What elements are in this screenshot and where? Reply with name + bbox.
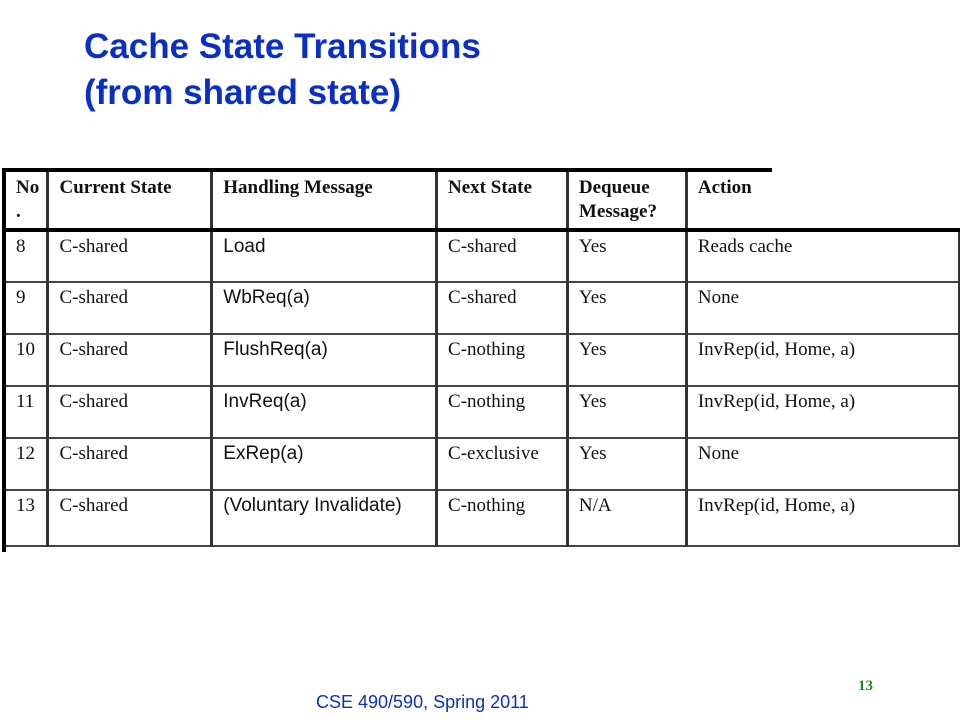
cell-dequeue: Yes (567, 386, 686, 438)
cell-no: 10 (6, 334, 48, 386)
cell-handling-message: WbReq(a) (212, 282, 437, 334)
slide-title-line-2: (from shared state) (84, 73, 402, 112)
header-current-state: Current State (48, 172, 212, 230)
table-row (6, 490, 959, 546)
cell-action: InvRep(id, Home, a) (686, 386, 959, 438)
header-no: No . (6, 172, 48, 230)
transition-table (6, 172, 960, 547)
header-handling-message: Handling Message (212, 172, 437, 230)
cell-current-state: C-shared (48, 230, 212, 282)
slide-footer: CSE 490/590, Spring 2011 (316, 692, 529, 712)
header-next-state: Next State (437, 172, 568, 230)
cell-next-state: C-nothing (437, 490, 568, 546)
cell-current-state: C-shared (48, 282, 212, 334)
cell-next-state: C-exclusive (437, 438, 568, 490)
cell-handling-message: (Voluntary Invalidate) (212, 490, 437, 546)
cell-no: 8 (6, 230, 48, 282)
header-dequeue-message: Dequeue Message? (567, 172, 686, 230)
cell-no: 9 (6, 282, 48, 334)
table-row (6, 386, 959, 438)
page-number: 13 (858, 678, 873, 694)
cell-next-state: C-nothing (437, 386, 568, 438)
cell-handling-message: Load (212, 230, 437, 282)
cell-dequeue: Yes (567, 230, 686, 282)
table-row (6, 282, 959, 334)
cell-no: 11 (6, 386, 48, 438)
cell-no: 13 (6, 490, 48, 546)
cell-action: InvRep(id, Home, a) (686, 334, 959, 386)
cell-action: Reads cache (686, 230, 959, 282)
cell-action: None (686, 282, 959, 334)
cell-next-state: C-nothing (437, 334, 568, 386)
cell-current-state: C-shared (48, 438, 212, 490)
slide-title-line-1: Cache State Transitions (84, 27, 481, 66)
cell-dequeue: N/A (567, 490, 686, 546)
header-action: Action (697, 177, 752, 198)
cell-next-state: C-shared (437, 282, 568, 334)
cell-action: None (686, 438, 959, 490)
cell-current-state: C-shared (48, 334, 212, 386)
slide-title (84, 24, 481, 116)
cell-dequeue: Yes (567, 334, 686, 386)
cell-dequeue: Yes (567, 438, 686, 490)
table-row (6, 438, 959, 490)
cell-dequeue: Yes (567, 282, 686, 334)
cell-current-state: C-shared (48, 490, 212, 546)
cell-next-state: C-shared (437, 230, 568, 282)
table-row (6, 334, 959, 386)
cell-no: 12 (6, 438, 48, 490)
cell-handling-message: ExRep(a) (212, 438, 437, 490)
cell-current-state: C-shared (48, 386, 212, 438)
table-header-row (6, 172, 959, 230)
table-row (6, 230, 959, 282)
cell-action: InvRep(id, Home, a) (686, 490, 959, 546)
cell-handling-message: InvReq(a) (212, 386, 437, 438)
cell-handling-message: FlushReq(a) (212, 334, 437, 386)
